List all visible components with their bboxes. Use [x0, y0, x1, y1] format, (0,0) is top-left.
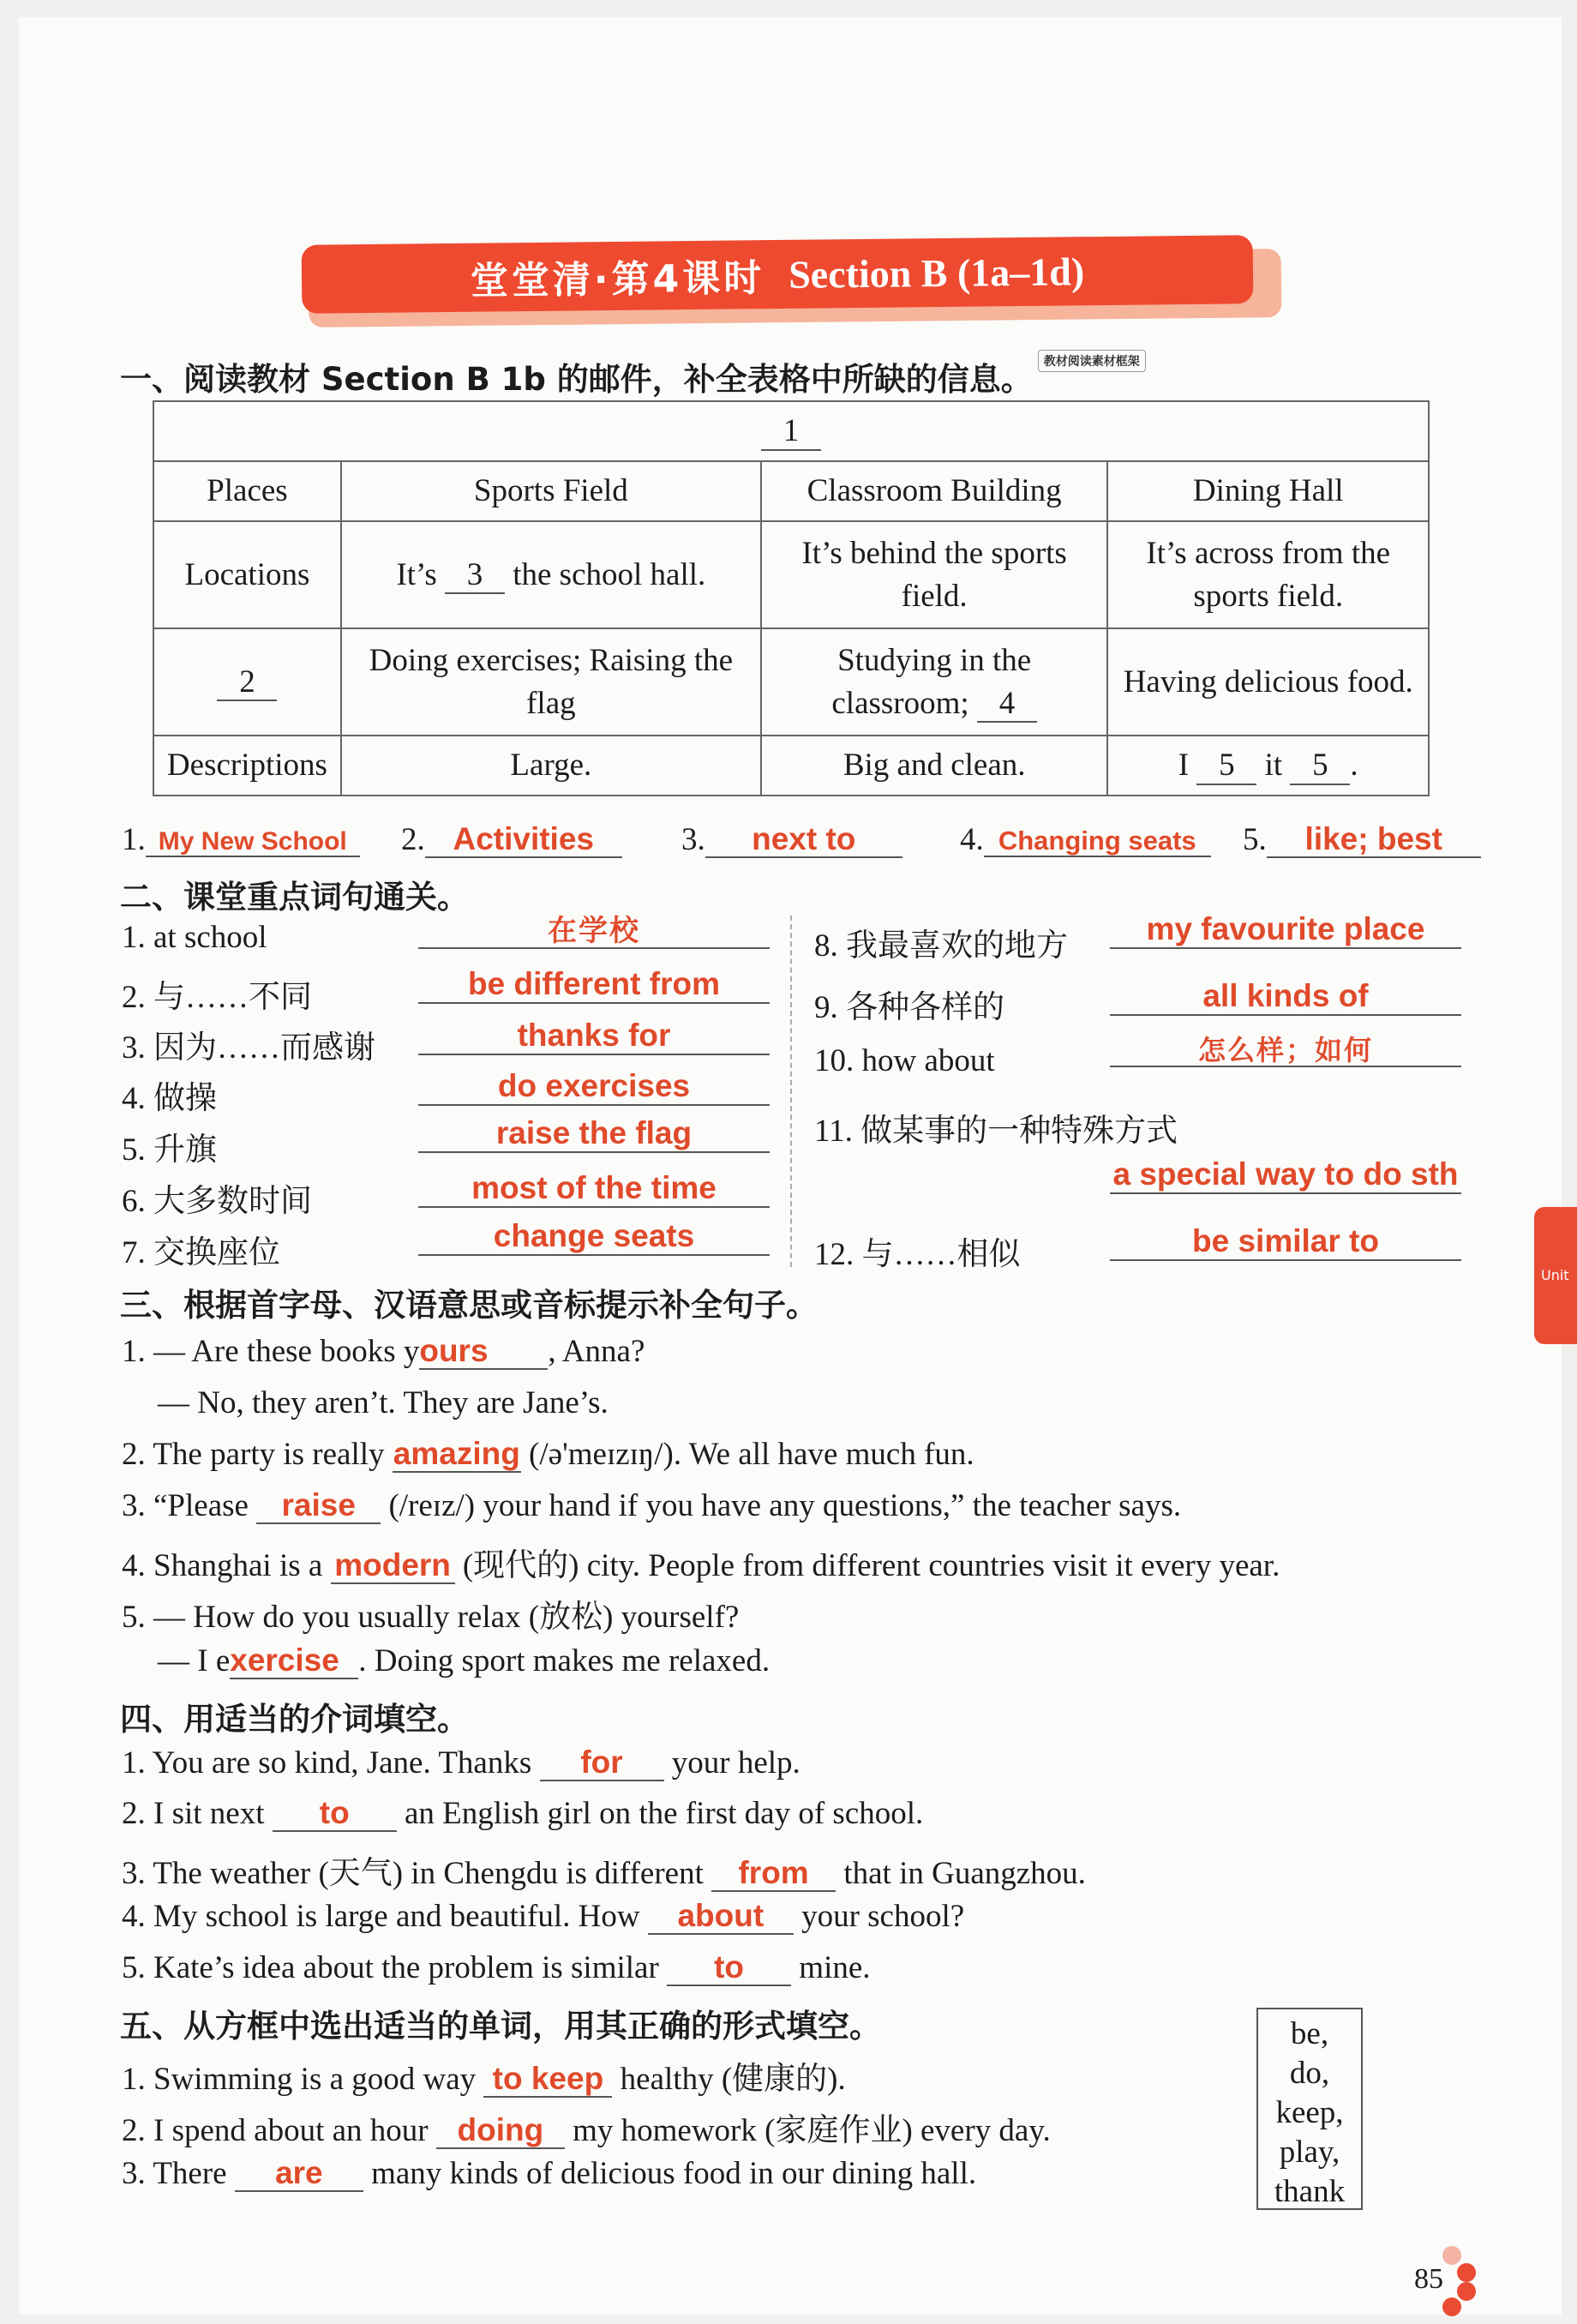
p2-a1: 在学校: [418, 916, 770, 949]
p5-post-3: many kinds of delicious food in our dining hall.: [371, 2156, 977, 2191]
row-descriptions-c1: Large.: [341, 736, 761, 796]
p2-a6: most of the time: [418, 1171, 770, 1208]
p4-ans-3: from: [711, 1857, 836, 1892]
p5-ans-2: doing: [436, 2114, 565, 2149]
p3-s3: [122, 1487, 1181, 1524]
row-locations-c1: [341, 521, 761, 628]
p4-post-5: mine.: [799, 1950, 871, 1985]
p2-q2: 2. 与……不同: [122, 980, 312, 1015]
p2-q6: 6. 大多数时间: [122, 1184, 312, 1219]
page-number: 85: [1414, 2263, 1443, 2295]
p3-s1a: [122, 1333, 645, 1370]
column-divider: [790, 916, 792, 1267]
p2-a5: raise the flag: [418, 1116, 770, 1153]
row-activities-c1: Doing exercises; Raising the flag: [341, 628, 761, 736]
p1-answer-2: [401, 821, 622, 858]
p3-s4-pre: 4. Shanghai is a: [122, 1548, 323, 1583]
loc-c1-post: the school hall.: [513, 556, 706, 592]
p4-ans-1: for: [540, 1746, 664, 1781]
p4-pre-1: 1. You are so kind, Jane. Thanks: [122, 1745, 532, 1781]
info-table: [153, 400, 1430, 796]
part5-heading: 五、从方框中选出适当的单词，用其正确的形式填空。: [120, 2008, 881, 2045]
p3-s4-ans: modern: [331, 1549, 455, 1584]
row-activities-c3: Having delicious food.: [1107, 628, 1429, 736]
row-descriptions-c3: [1107, 736, 1429, 796]
p2-a2: be different from: [418, 967, 770, 1004]
p1-ans-2: Activities: [425, 823, 622, 858]
word-box: [1256, 2008, 1363, 2210]
p4-pre-2: 2. I sit next: [122, 1796, 265, 1831]
p3-s5b-post: . Doing sport makes me relaxed.: [358, 1643, 771, 1678]
p5-item-3: [122, 2155, 976, 2192]
word-keep: keep,: [1275, 2095, 1344, 2130]
p3-s3-ans: raise: [256, 1489, 381, 1524]
p3-s1a-ans: ours: [419, 1335, 548, 1370]
row-activities-c2: [761, 628, 1108, 736]
p2-q1: 1. at school: [122, 920, 267, 955]
p3-s5b-pre: — I e: [158, 1643, 231, 1678]
p2-q4: 4. 做操: [122, 1081, 217, 1116]
p3-s3-pre: 3. “Please: [122, 1488, 249, 1523]
title-banner: [302, 235, 1254, 314]
p4-item-2: [122, 1795, 923, 1832]
p2-a8: my favourite place: [1110, 912, 1461, 949]
desc-c3-post: .: [1350, 748, 1358, 784]
deco-dot-icon: [1457, 2282, 1476, 2301]
p3-s2: [122, 1436, 974, 1473]
part4-heading: 四、用适当的介词填空。: [120, 1701, 469, 1738]
unit-side-tab-label: Unit: [1541, 1267, 1569, 1283]
act-c2-blank: 4: [977, 687, 1037, 724]
loc-c1-pre: It’s: [396, 556, 437, 592]
desc-c3-blank1: 5: [1196, 748, 1256, 785]
row-locations-label: Locations: [153, 521, 341, 628]
p5-item-2: [122, 2104, 1051, 2150]
p4-pre-3: 3. The weather (天气) in Chengdu is different: [122, 1856, 704, 1891]
p2-q10: 10. how about: [814, 1043, 995, 1078]
row-locations-c2: It’s behind the sports field.: [761, 521, 1108, 628]
p2-q8: 8. 我最喜欢的地方: [814, 928, 1068, 964]
header-classroom-building: Classroom Building: [761, 461, 1108, 521]
word-do: do,: [1289, 2056, 1330, 2091]
p5-item-1: [122, 2052, 846, 2099]
p4-item-3: [122, 1847, 1086, 1893]
p2-q11: 11. 做某事的一种特殊方式: [814, 1114, 1178, 1149]
p1-ans-1: My New School: [146, 828, 360, 857]
p5-pre-2: 2. I spend about an hour: [122, 2113, 429, 2148]
header-dining-hall: Dining Hall: [1107, 461, 1429, 521]
word-thank: thank: [1274, 2174, 1346, 2209]
deco-dot-icon: [1442, 2246, 1461, 2265]
p4-item-1: [122, 1745, 800, 1781]
p2-a10: 怎么样；如何: [1110, 1036, 1461, 1067]
p3-s2-ans: amazing: [393, 1436, 520, 1471]
table-title-cell: [153, 401, 1429, 461]
p3-s5b: [158, 1642, 770, 1679]
row-descriptions-label: Descriptions: [153, 736, 341, 796]
act-c2-pre: Studying in the classroom;: [831, 642, 1032, 721]
p5-pre-1: 1. Swimming is a good way: [122, 2062, 477, 2097]
p5-ans-1: to keep: [483, 2063, 612, 2098]
p2-q7: 7. 交换座位: [122, 1235, 280, 1270]
p3-s2-post: (/ə'meɪzɪŋ/). We all have much fun.: [529, 1437, 974, 1472]
p5-post-2: my homework (家庭作业) every day.: [573, 2113, 1051, 2148]
desc-c3-pre: I: [1178, 748, 1190, 784]
deco-dot-icon: [1442, 2297, 1461, 2316]
part3-heading: 三、根据首字母、汉语意思或音标提示补全句子。: [120, 1287, 818, 1324]
header-places: Places: [153, 461, 341, 521]
p3-s1a-pre: 1. — Are these books y: [122, 1334, 420, 1369]
word-play: play,: [1279, 2135, 1340, 2170]
row-locations-c3: It’s across from the sports field.: [1107, 521, 1429, 628]
p2-q5: 5. 升旗: [122, 1132, 217, 1168]
p5-ans-3: are: [235, 2157, 363, 2192]
p4-post-2: an English girl on the first day of school.: [404, 1796, 924, 1831]
act-label-blank: 2: [217, 665, 277, 702]
p3-s1b: — No, they aren’t. They are Jane’s.: [158, 1385, 609, 1420]
p4-post-4: your school?: [801, 1899, 965, 1934]
deco-dot-icon: [1457, 2263, 1476, 2282]
p4-post-3: that in Guangzhou.: [843, 1856, 1086, 1891]
unit-side-tab: [1534, 1207, 1577, 1344]
p4-pre-5: 5. Kate’s idea about the problem is similar: [122, 1950, 659, 1985]
p2-q9: 9. 各种各样的: [814, 990, 1004, 1025]
p1-num-4: 4.: [960, 822, 984, 857]
p1-num-5: 5.: [1243, 822, 1267, 857]
title-section: Section B (1a–1d): [788, 249, 1085, 297]
p3-s2-pre: 2. The party is really: [122, 1437, 385, 1472]
p3-s3-post: (/reɪz/) your hand if you have any questions,” the teacher says.: [388, 1488, 1182, 1523]
p4-ans-5: to: [667, 1951, 791, 1986]
p2-q3: 3. 因为……而感谢: [122, 1030, 375, 1066]
word-be: be,: [1290, 2016, 1329, 2051]
p1-num-1: 1.: [122, 822, 146, 857]
p3-s5a: 5. — How do you usually relax (放松) yourself?: [122, 1600, 740, 1635]
p3-s5b-ans: xercise: [230, 1644, 358, 1679]
p2-a12: be similar to: [1110, 1224, 1461, 1261]
row-activities-label: [153, 628, 341, 736]
table-title-blank: 1: [761, 414, 821, 451]
p2-a7: change seats: [418, 1219, 770, 1256]
p2-a9: all kinds of: [1110, 979, 1461, 1016]
p1-ans-3: next to: [705, 823, 902, 858]
part2-heading: 二、课堂重点词句通关。: [120, 879, 469, 916]
reading-frame-tag: 教材阅读素材框架: [1038, 350, 1146, 372]
p1-answer-5: [1243, 821, 1481, 858]
p2-q12: 12. 与……相似: [814, 1237, 1021, 1272]
p1-num-2: 2.: [401, 822, 425, 857]
row-descriptions-c2: Big and clean.: [761, 736, 1108, 796]
p2-a4: do exercises: [418, 1069, 770, 1106]
p4-item-5: [122, 1949, 871, 1986]
p3-s4: [122, 1539, 1280, 1585]
p1-answer-4: [960, 821, 1211, 858]
p1-num-3: 3.: [681, 822, 705, 857]
p1-answer-1: [122, 821, 360, 858]
part1-heading-text: 一、阅读教材 Section B 1b 的邮件，补全表格中所缺的信息。: [120, 361, 1033, 398]
p2-a11: a special way to do sth: [1110, 1157, 1461, 1194]
desc-c3-mid: it: [1264, 748, 1283, 784]
p1-answer-3: [681, 821, 902, 858]
p4-ans-2: to: [273, 1797, 397, 1832]
p5-post-1: healthy (健康的).: [620, 2062, 846, 2097]
p2-a3: thanks for: [418, 1018, 770, 1055]
p4-pre-4: 4. My school is large and beautiful. How: [122, 1899, 640, 1934]
p1-ans-4: Changing seats: [984, 827, 1211, 857]
p1-ans-5: like; best: [1267, 823, 1481, 858]
p4-post-1: your help.: [671, 1745, 800, 1781]
p3-s4-post: (现代的) city. People from different countries visit it every year.: [462, 1548, 1280, 1583]
p4-item-4: [122, 1898, 964, 1935]
header-sports-field: Sports Field: [341, 461, 761, 521]
title-main: 堂堂清·第4课时: [470, 256, 765, 303]
p4-ans-4: about: [648, 1900, 794, 1935]
p5-pre-3: 3. There: [122, 2156, 227, 2191]
desc-c3-blank2: 5: [1290, 748, 1350, 785]
part1-heading: [120, 353, 1146, 399]
loc-c1-blank: 3: [445, 558, 505, 595]
p3-s1a-post: , Anna?: [548, 1334, 645, 1369]
